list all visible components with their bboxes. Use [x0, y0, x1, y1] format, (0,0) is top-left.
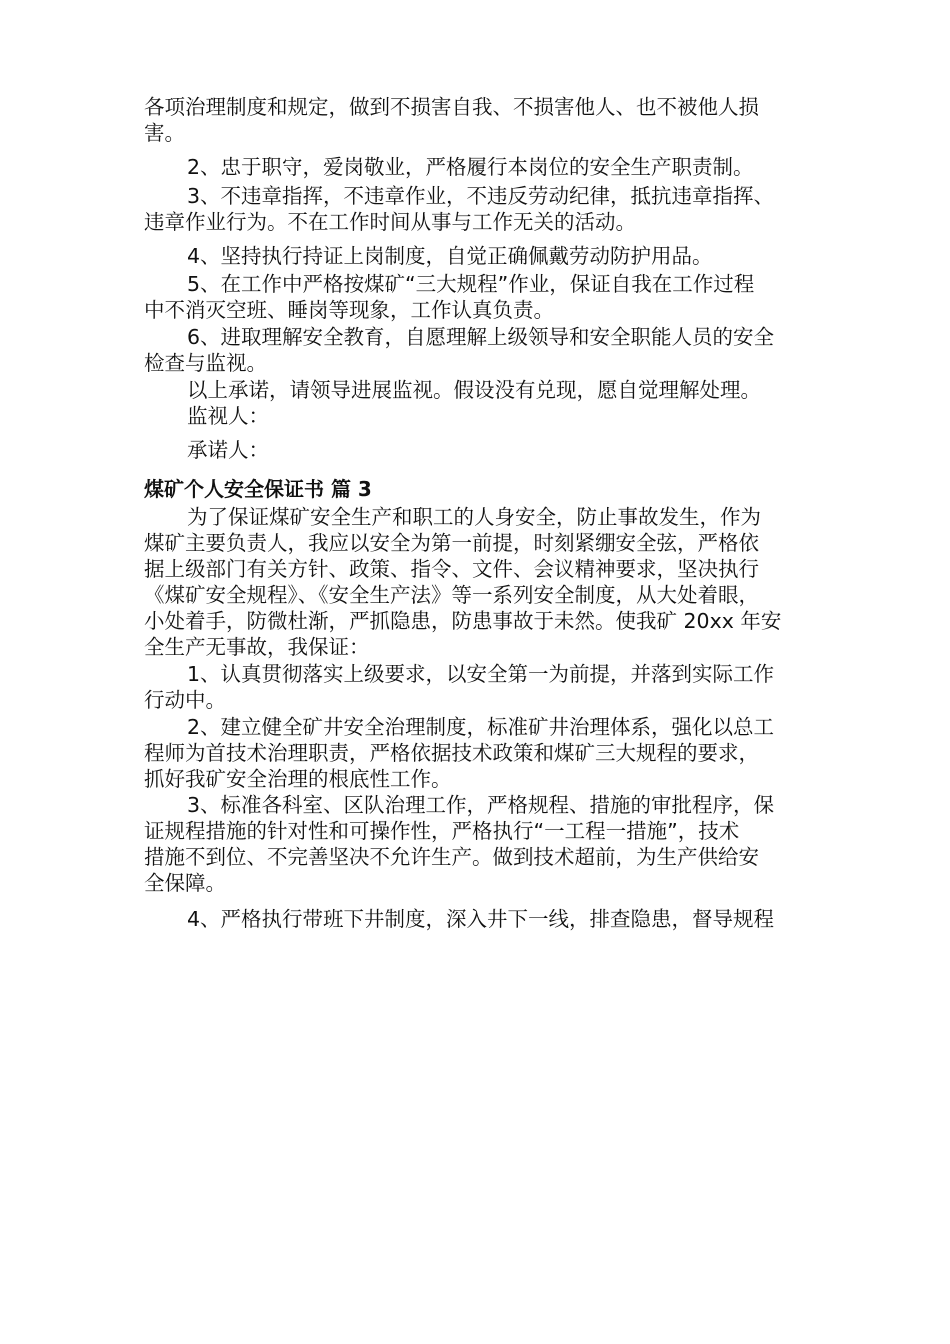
paragraph-item-2: [144, 154, 824, 180]
text-line: 2、建立健全矿井安全治理制度，标准矿井治理体系，强化以总工: [187, 715, 775, 739]
supervisor-label: 监视人：: [187, 404, 269, 428]
text-line: 证规程措施的针对性和可操作性，严格执行“一工程一措施”，技术: [144, 819, 740, 843]
section-heading: [144, 476, 824, 502]
text-line: 2、忠于职守，爱岗敬业，严格履行本岗位的安全生产职责制。: [187, 155, 754, 179]
paragraph-b-item-3: [144, 792, 824, 896]
text-line: 全保障。: [144, 871, 226, 895]
promiser-label: 承诺人：: [187, 438, 269, 462]
text-line: 1、认真贯彻落实上级要求，以安全第一为前提，并落到实际工作: [187, 662, 775, 686]
text-line: 3、不违章指挥，不违章作业，不违反劳动纪律，抵抗违章指挥、: [187, 184, 775, 208]
text-line: 全生产无事故，我保证：: [144, 635, 370, 659]
paragraph-item-4: [144, 243, 824, 269]
paragraph-regulations: [144, 94, 824, 146]
section-title: 煤矿个人安全保证书 篇 3: [144, 477, 372, 501]
text-line: 以上承诺，请领导进展监视。假设没有兑现，愿自觉理解处理。: [187, 378, 761, 402]
text-line: 为了保证煤矿安全生产和职工的人身安全，防止事故发生，作为: [187, 505, 761, 529]
text-line: 4、坚持执行持证上岗制度，自觉正确佩戴劳动防护用品。: [187, 244, 713, 268]
paragraph-b-item-1: [144, 661, 824, 713]
text-line: 害。: [144, 121, 185, 145]
text-line: 小处着手，防微杜渐，严抓隐患，防患事故于未然。使我矿 20xx 年安: [144, 609, 782, 633]
promiser-signature-line: [144, 437, 824, 463]
text-line: 6、进取理解安全教育，自愿理解上级领导和安全职能人员的安全: [187, 325, 775, 349]
text-line: 程师为首技术治理职责，严格依据技术政策和煤矿三大规程的要求，: [144, 741, 759, 765]
paragraph-closing: [144, 377, 824, 403]
text-line: 检查与监视。: [144, 351, 267, 375]
paragraph-item-3: [144, 183, 824, 235]
text-line: 3、标准各科室、区队治理工作，严格规程、措施的审批程序，保: [187, 793, 775, 817]
text-line: 据上级部门有关方针、政策、指令、文件、会议精神要求，坚决执行: [144, 557, 759, 581]
text-line: 4、严格执行带班下井制度，深入井下一线，排查隐患，督导规程: [187, 907, 775, 931]
text-line: 措施不到位、不完善坚决不允许生产。做到技术超前，为生产供给安: [144, 845, 759, 869]
text-line: 抓好我矿安全治理的根底性工作。: [144, 767, 452, 791]
supervisor-signature-line: [144, 403, 824, 429]
text-line: 各项治理制度和规定，做到不损害自我、不损害他人、也不被他人损: [144, 95, 759, 119]
paragraph-b-item-2: [144, 714, 824, 792]
text-line: 煤矿主要负责人，我应以安全为第一前提，时刻紧绷安全弦，严格依: [144, 531, 759, 555]
paragraph-intro: [144, 504, 824, 660]
paragraph-b-item-4: [144, 906, 824, 932]
text-line: 中不消灭空班、睡岗等现象，工作认真负责。: [144, 298, 554, 322]
text-line: 《煤矿安全规程》、《安全生产法》等一系列安全制度，从大处着眼，: [144, 583, 759, 607]
paragraph-item-6: [144, 324, 824, 376]
text-line: 行动中。: [144, 688, 226, 712]
text-line: 违章作业行为。不在工作时间从事与工作无关的活动。: [144, 210, 636, 234]
text-line: 5、在工作中严格按煤矿“三大规程”作业，保证自我在工作过程: [187, 272, 755, 296]
paragraph-item-5: [144, 271, 824, 323]
